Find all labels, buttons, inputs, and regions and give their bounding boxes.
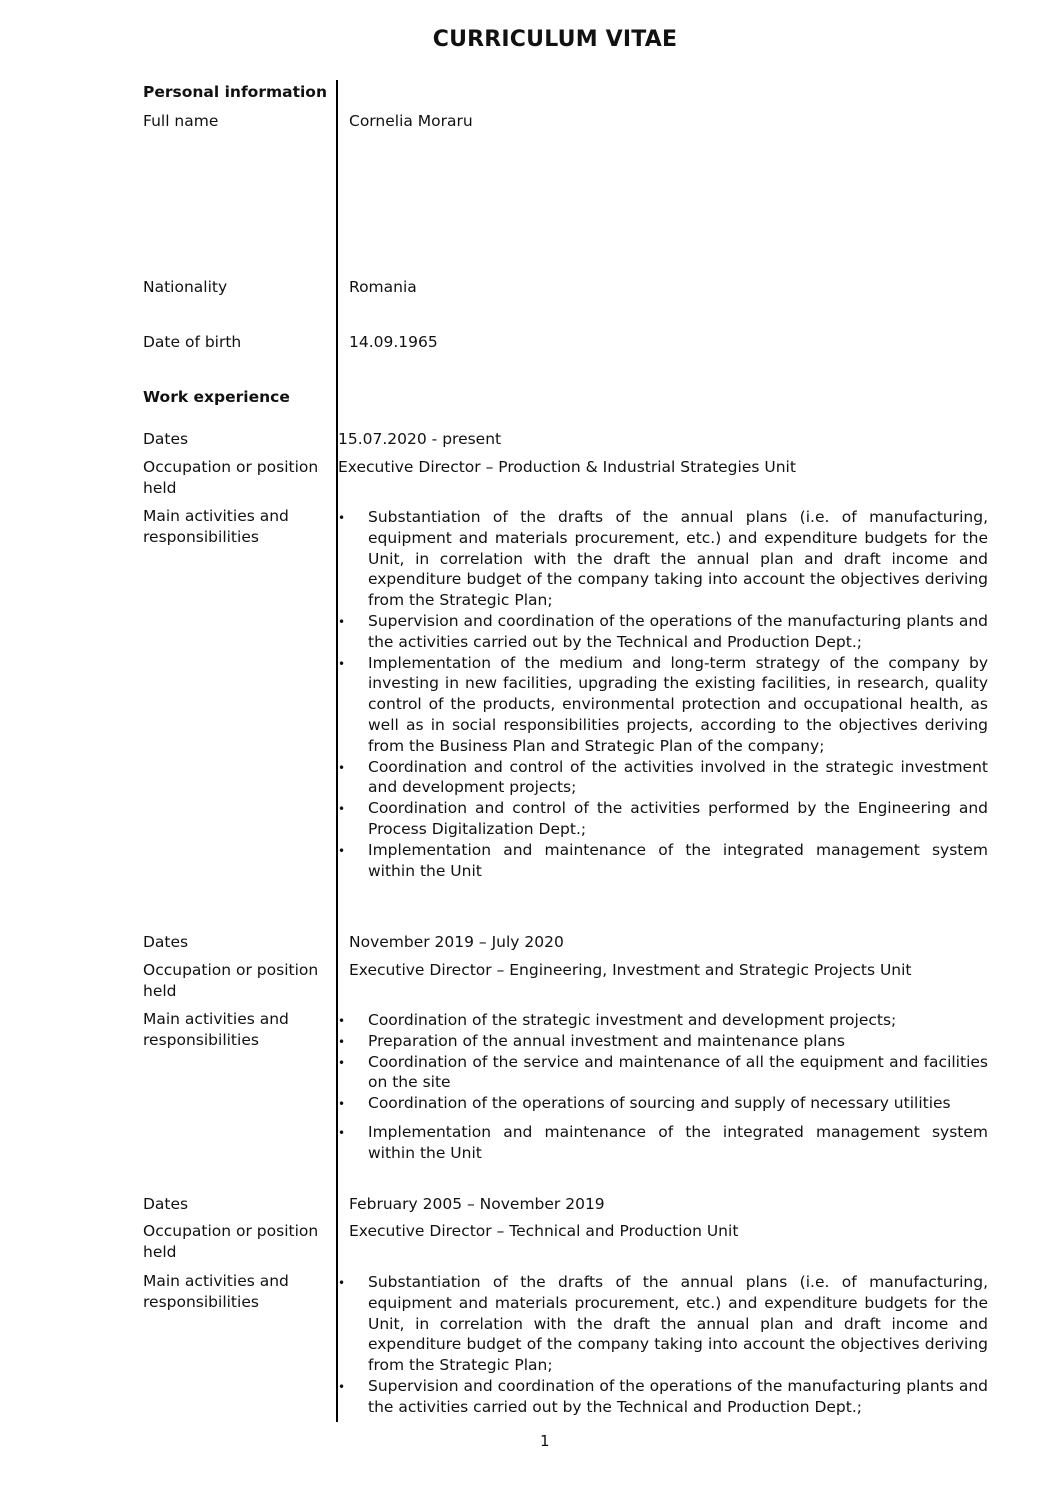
bullet-icon: • (338, 1276, 346, 1290)
job-2-dates: November 2019 – July 2020 (349, 933, 564, 951)
job-1-occupation-label: Occupation or position held (143, 458, 319, 497)
job-1-activities-label: Main activities and responsibilities (143, 507, 289, 546)
job-3-position: Executive Director – Technical and Production Unit (349, 1222, 739, 1240)
job-2-activities-list (338, 1010, 988, 1164)
list-item: • Preparation of the annual investment and maintenance plans (338, 1031, 988, 1052)
list-item: • Coordination of the strategic investment and development projects; (338, 1010, 988, 1031)
job-3-occupation-label: Occupation or position held (143, 1222, 319, 1261)
bullet-icon: • (338, 1125, 346, 1140)
job-1-dates: 15.07.2020 - present (338, 430, 502, 448)
dob-value: 14.09.1965 (349, 333, 438, 351)
job-1-activities-list (338, 507, 988, 881)
nationality-label: Nationality (143, 278, 228, 296)
bullet-icon: • (338, 802, 346, 817)
page-number: 1 (540, 1432, 550, 1450)
job-1-dates-label: Dates (143, 430, 189, 448)
list-item: • Implementation and maintenance of the integrated management system within the Unit (338, 840, 988, 880)
job-2-dates-label: Dates (143, 933, 189, 951)
dob-label: Date of birth (143, 333, 242, 351)
list-item: • Coordination of the operations of sourcing and supply of necessary utilities (338, 1093, 988, 1114)
full-name-value: Cornelia Moraru (349, 112, 473, 130)
bullet-icon: • (338, 614, 346, 629)
job-3-activities-list (338, 1272, 988, 1418)
list-item: • Substantiation of the drafts of the annual plans (i.e. of manufacturing, equipment and materials procurement, etc.) and expenditure budgets for the Unit, in correlation with the draft the annual plan and draft income and expenditure budget of the company taking into account the objectives deriving from the Strategic Plan; (338, 508, 988, 610)
job-3-dates-label: Dates (143, 1195, 189, 1213)
full-name-label: Full name (143, 112, 219, 130)
job-2-occupation-label: Occupation or position held (143, 961, 319, 1000)
bullet-icon: • (338, 760, 346, 775)
work-experience-heading: Work experience (143, 388, 290, 406)
job-3-dates: February 2005 – November 2019 (349, 1195, 605, 1213)
document-title: CURRICULUM VITAE (432, 27, 678, 52)
bullet-icon: • (338, 656, 346, 671)
bullet-icon: • (338, 843, 346, 858)
job-1-position: Executive Director – Production & Industrial Strategies Unit (338, 458, 796, 476)
bullet-icon: • (338, 1379, 346, 1394)
list-item: • Coordination of the service and maintenance of all the equipment and facilities on the site (338, 1052, 988, 1092)
job-3-activities-label: Main activities and responsibilities (143, 1272, 289, 1311)
bullet-icon: • (338, 1034, 346, 1049)
list-item: • Supervision and coordination of the operations of the manufacturing plants and the activities carried out by the Technical and Production Dept.; (338, 1376, 988, 1416)
bullet-icon: • (338, 1014, 346, 1028)
bullet-icon: • (338, 1055, 346, 1070)
bullet-icon: • (338, 1097, 346, 1112)
job-2-position: Executive Director – Engineering, Investment and Strategic Projects Unit (349, 961, 912, 979)
list-item: • Implementation of the medium and long-term strategy of the company by investing in new facilities, upgrading the existing facilities, in research, quality control of the products, environmental protection and occupational health, as well as in social responsibilities projects, according to the objectives deriving from the Business Plan and Strategic Plan of the company; (338, 653, 988, 755)
list-item: • Substantiation of the drafts of the annual plans (i.e. of manufacturing, equipment and materials procurement, etc.) and expenditure budgets for the Unit, in correlation with the draft the annual plan and draft income and expenditure budget of the company taking into account the objectives deriving from the Strategic Plan; (338, 1273, 988, 1375)
list-item: • Implementation and maintenance of the integrated management system within the Unit (338, 1122, 988, 1162)
list-item: • Coordination and control of the activities involved in the strategic investment and development projects; (338, 757, 988, 797)
list-item: • Supervision and coordination of the operations of the manufacturing plants and the activities carried out by the Technical and Production Dept.; (338, 611, 988, 651)
bullet-icon: • (338, 511, 346, 525)
job-2-activities-label: Main activities and responsibilities (143, 1010, 289, 1049)
nationality-value: Romania (349, 278, 417, 296)
list-item: • Coordination and control of the activities performed by the Engineering and Process Digitalization Dept.; (338, 799, 988, 838)
personal-info-heading: Personal information (143, 83, 327, 101)
